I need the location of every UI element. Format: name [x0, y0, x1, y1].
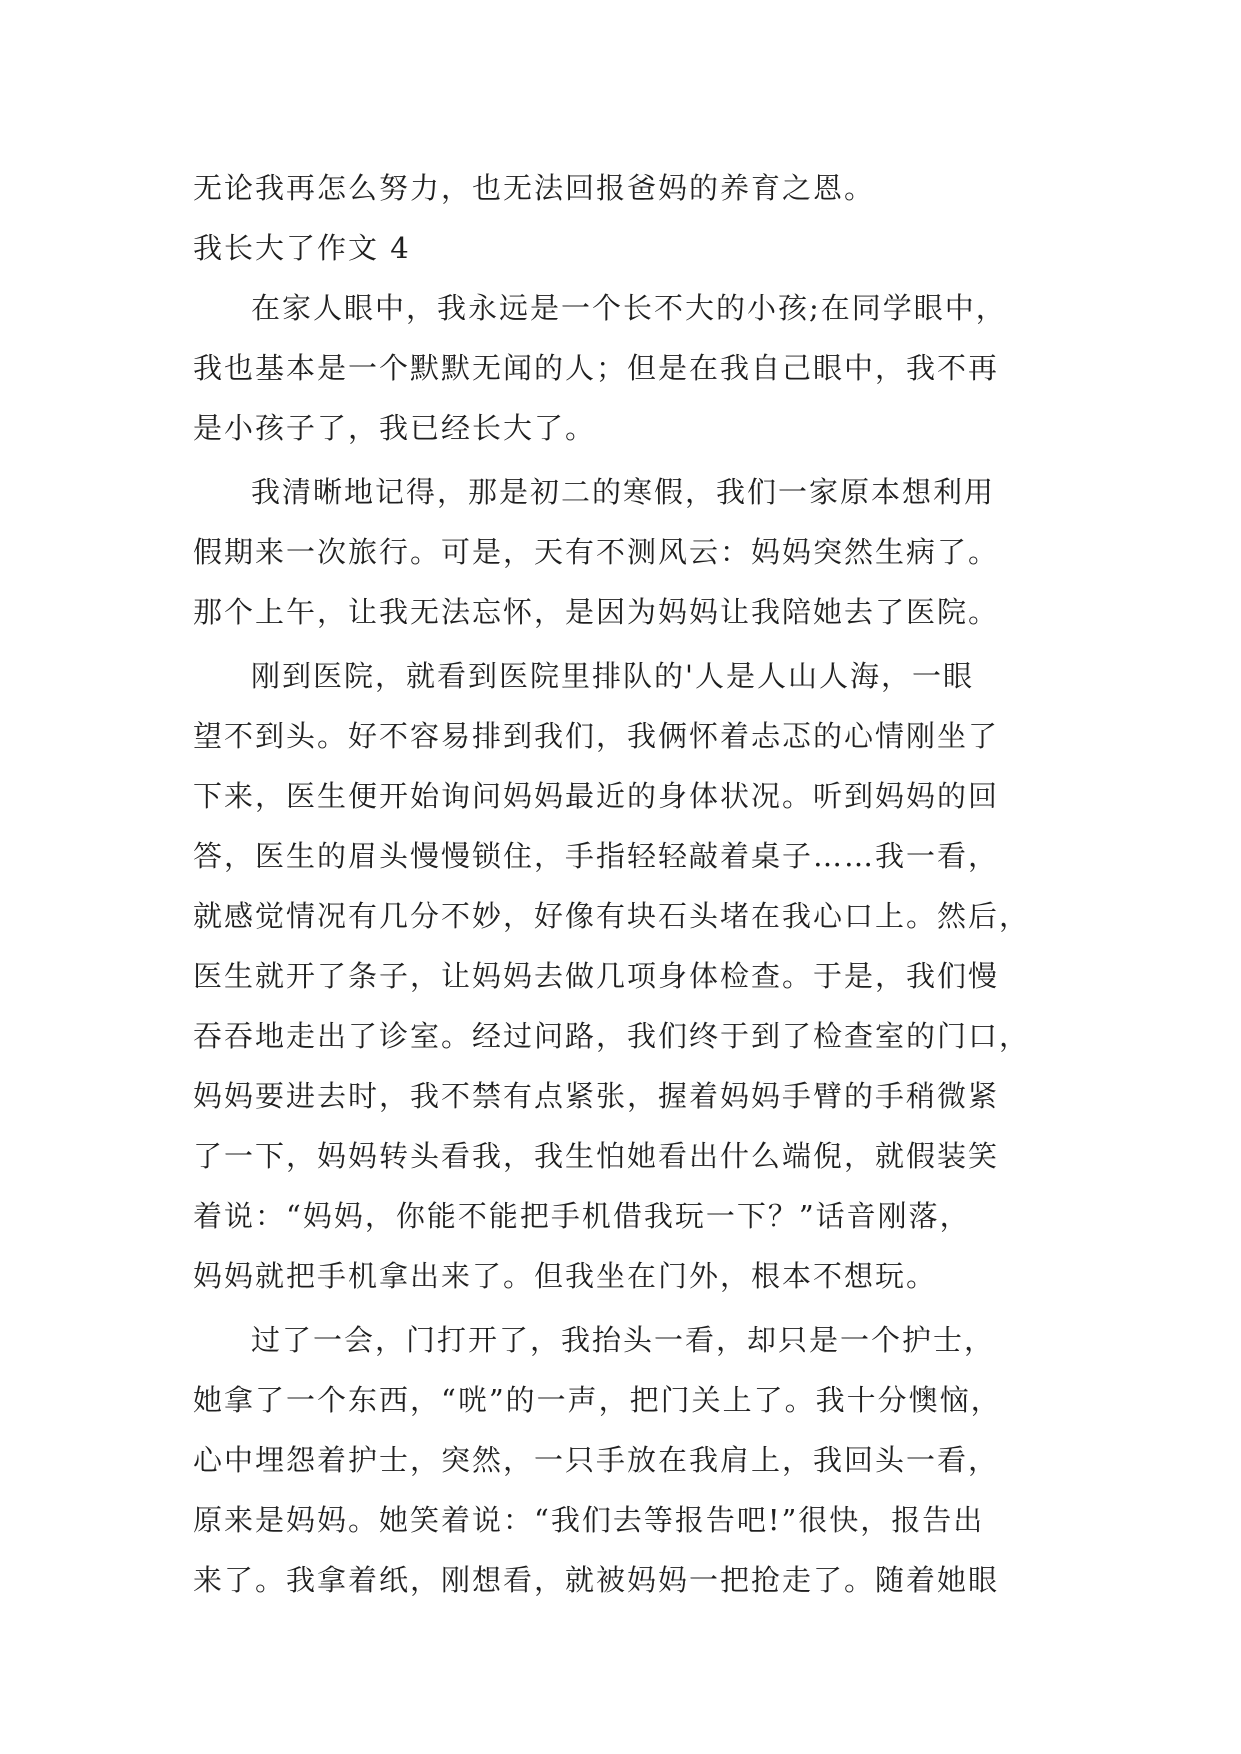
text-line: 那个上午，让我无法忘怀，是因为妈妈让我陪她去了医院。: [193, 595, 1000, 629]
paragraph-4: [193, 1310, 1073, 1610]
text-line: 刚到医院，就看到医院里排队的'人是人山人海，一眼: [251, 659, 974, 693]
text-line: 无论我再怎么努力，也无法回报爸妈的养育之恩。: [193, 171, 876, 205]
text-line: 了一下，妈妈转头看我，我生怕她看出什么端倪，就假装笑: [193, 1139, 1000, 1173]
document-page: [193, 158, 1073, 1614]
paragraph-3: [193, 646, 1073, 1306]
text-line: 望不到头。好不容易排到我们，我俩怀着忐忑的心情刚坐了: [193, 719, 1000, 753]
text-line: 着说：“妈妈，你能不能把手机借我玩一下？”话音刚落，: [193, 1199, 971, 1233]
text-line: 我清晰地记得，那是初二的寒假，我们一家原本想利用: [251, 475, 996, 509]
text-line: 我也基本是一个默默无闻的人；但是在我自己眼中，我不再: [193, 351, 1000, 385]
essay-heading: 我长大了作文 4: [193, 231, 411, 265]
lead-paragraph: [193, 158, 1073, 218]
text-line: 来了。我拿着纸，刚想看，就被妈妈一把抢走了。随着她眼: [193, 1563, 1000, 1597]
text-line: 下来，医生便开始询问妈妈最近的身体状况。听到妈妈的回: [193, 779, 1000, 813]
paragraph-1: [193, 278, 1073, 458]
text-line: 假期来一次旅行。可是，天有不测风云：妈妈突然生病了。: [193, 535, 1000, 569]
text-line: 就感觉情况有几分不妙，好像有块石头堵在我心口上。然后，: [193, 899, 1031, 933]
text-line: 吞吞地走出了诊室。经过问路，我们终于到了检查室的门口，: [193, 1019, 1031, 1053]
text-line: 妈妈要进去时，我不禁有点紧张，握着妈妈手臂的手稍微紧: [193, 1079, 1000, 1113]
text-line: 过了一会，门打开了，我抬头一看，却只是一个护士，: [251, 1323, 996, 1357]
text-line: 妈妈就把手机拿出来了。但我坐在门外，根本不想玩。: [193, 1259, 938, 1293]
text-line: 答，医生的眉头慢慢锁住，手指轻轻敲着桌子……我一看，: [193, 839, 1000, 873]
paragraph-2: [193, 462, 1073, 642]
text-line: 医生就开了条子，让妈妈去做几项身体检查。于是，我们慢: [193, 959, 1000, 993]
text-line: 在家人眼中，我永远是一个长不大的小孩;在同学眼中，: [251, 291, 1007, 325]
text-line: 心中埋怨着护士，突然，一只手放在我肩上，我回头一看，: [193, 1443, 1000, 1477]
text-line: 原来是妈妈。她笑着说：“我们去等报告吧!”很快，报告出: [193, 1503, 985, 1537]
text-line: 是小孩子了，我已经长大了。: [193, 411, 597, 445]
text-line: 她拿了一个东西，“咣”的一声，把门关上了。我十分懊恼，: [193, 1383, 1002, 1417]
